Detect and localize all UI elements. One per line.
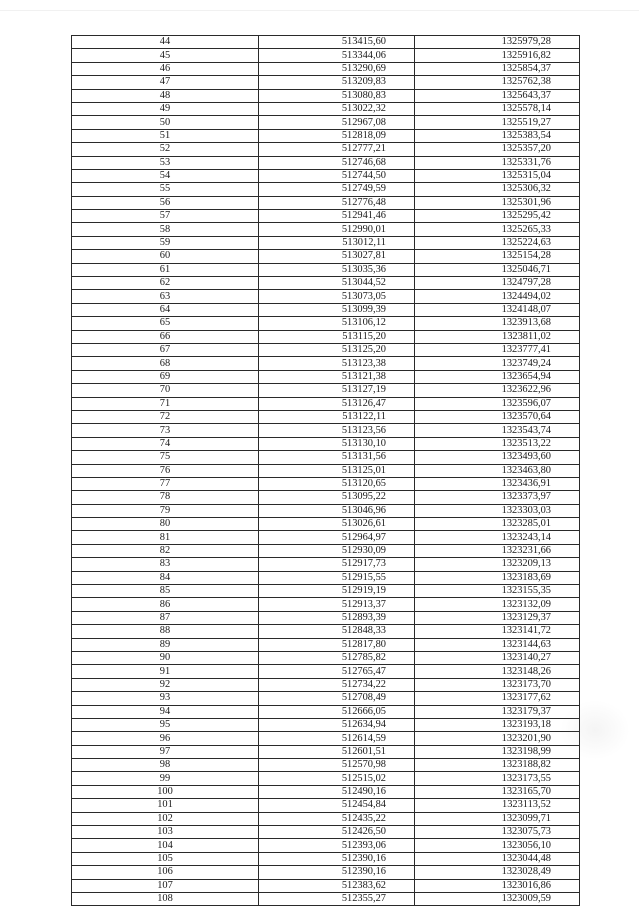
- point-number-cell: 97: [72, 745, 259, 758]
- table-row: [72, 183, 580, 196]
- table-row: [72, 745, 580, 758]
- x-coordinate-cell: 513290,69: [259, 62, 415, 75]
- y-coordinate-cell: 1325357,20: [415, 143, 580, 156]
- y-coordinate-cell: 1325306,32: [415, 183, 580, 196]
- point-number-cell: 93: [72, 692, 259, 705]
- table-row: [72, 665, 580, 678]
- table-row: [72, 410, 580, 423]
- coordinates-table: [71, 35, 580, 906]
- point-number-cell: 100: [72, 785, 259, 798]
- x-coordinate-cell: 513125,20: [259, 343, 415, 356]
- x-coordinate-cell: 513120,65: [259, 477, 415, 490]
- point-number-cell: 69: [72, 370, 259, 383]
- x-coordinate-cell: 513130,10: [259, 437, 415, 450]
- point-number-cell: 107: [72, 879, 259, 892]
- table-row: [72, 129, 580, 142]
- x-coordinate-cell: 513027,81: [259, 250, 415, 263]
- x-coordinate-cell: 513035,36: [259, 263, 415, 276]
- point-number-cell: 74: [72, 437, 259, 450]
- point-number-cell: 57: [72, 210, 259, 223]
- y-coordinate-cell: 1325265,33: [415, 223, 580, 236]
- x-coordinate-cell: 512776,48: [259, 196, 415, 209]
- x-coordinate-cell: 512990,01: [259, 223, 415, 236]
- table-row: [72, 303, 580, 316]
- y-coordinate-cell: 1325046,71: [415, 263, 580, 276]
- table-row: [72, 116, 580, 129]
- point-number-cell: 64: [72, 303, 259, 316]
- y-coordinate-cell: 1323141,72: [415, 625, 580, 638]
- x-coordinate-cell: 512893,39: [259, 611, 415, 624]
- table-row: [72, 705, 580, 718]
- x-coordinate-cell: 513415,60: [259, 36, 415, 49]
- y-coordinate-cell: 1325762,38: [415, 76, 580, 89]
- point-number-cell: 95: [72, 718, 259, 731]
- table-row: [72, 826, 580, 839]
- faint-stamp-mark: [560, 700, 630, 760]
- table-row: [72, 236, 580, 249]
- point-number-cell: 83: [72, 558, 259, 571]
- y-coordinate-cell: 1325854,37: [415, 62, 580, 75]
- x-coordinate-cell: 512393,06: [259, 839, 415, 852]
- x-coordinate-cell: 512383,62: [259, 879, 415, 892]
- table-row: [72, 451, 580, 464]
- x-coordinate-cell: 513046,96: [259, 504, 415, 517]
- y-coordinate-cell: 1323188,82: [415, 759, 580, 772]
- x-coordinate-cell: 512915,55: [259, 571, 415, 584]
- y-coordinate-cell: 1323811,02: [415, 330, 580, 343]
- y-coordinate-cell: 1323129,37: [415, 611, 580, 624]
- point-number-cell: 108: [72, 893, 259, 906]
- x-coordinate-cell: 513022,32: [259, 102, 415, 115]
- table-row: [72, 678, 580, 691]
- y-coordinate-cell: 1323173,55: [415, 772, 580, 785]
- x-coordinate-cell: 513099,39: [259, 303, 415, 316]
- x-coordinate-cell: 512355,27: [259, 893, 415, 906]
- point-number-cell: 72: [72, 410, 259, 423]
- y-coordinate-cell: 1323009,59: [415, 893, 580, 906]
- table-row: [72, 504, 580, 517]
- x-coordinate-cell: 512666,05: [259, 705, 415, 718]
- table-row: [72, 638, 580, 651]
- table-row: [72, 477, 580, 490]
- y-coordinate-cell: 1325643,37: [415, 89, 580, 102]
- point-number-cell: 63: [72, 290, 259, 303]
- point-number-cell: 87: [72, 611, 259, 624]
- table-row: [72, 223, 580, 236]
- table-row: [72, 370, 580, 383]
- point-number-cell: 59: [72, 236, 259, 249]
- point-number-cell: 67: [72, 343, 259, 356]
- point-number-cell: 85: [72, 585, 259, 598]
- point-number-cell: 86: [72, 598, 259, 611]
- x-coordinate-cell: 513123,38: [259, 357, 415, 370]
- x-coordinate-cell: 512454,84: [259, 799, 415, 812]
- y-coordinate-cell: 1323177,62: [415, 692, 580, 705]
- table-row: [72, 759, 580, 772]
- table-row: [72, 424, 580, 437]
- y-coordinate-cell: 1323231,66: [415, 544, 580, 557]
- x-coordinate-cell: 513115,20: [259, 330, 415, 343]
- y-coordinate-cell: 1323144,63: [415, 638, 580, 651]
- y-coordinate-cell: 1323463,80: [415, 464, 580, 477]
- coordinates-table-body: [72, 36, 580, 906]
- table-row: [72, 169, 580, 182]
- y-coordinate-cell: 1323099,71: [415, 812, 580, 825]
- y-coordinate-cell: 1323113,52: [415, 799, 580, 812]
- table-row: [72, 464, 580, 477]
- table-row: [72, 330, 580, 343]
- point-number-cell: 79: [72, 504, 259, 517]
- x-coordinate-cell: 513131,56: [259, 451, 415, 464]
- y-coordinate-cell: 1325315,04: [415, 169, 580, 182]
- point-number-cell: 99: [72, 772, 259, 785]
- y-coordinate-cell: 1323193,18: [415, 718, 580, 731]
- table-row: [72, 812, 580, 825]
- y-coordinate-cell: 1324797,28: [415, 277, 580, 290]
- y-coordinate-cell: 1323173,70: [415, 678, 580, 691]
- x-coordinate-cell: 512777,21: [259, 143, 415, 156]
- point-number-cell: 49: [72, 102, 259, 115]
- x-coordinate-cell: 512941,46: [259, 210, 415, 223]
- point-number-cell: 55: [72, 183, 259, 196]
- point-number-cell: 60: [72, 250, 259, 263]
- x-coordinate-cell: 512426,50: [259, 826, 415, 839]
- y-coordinate-cell: 1323179,37: [415, 705, 580, 718]
- point-number-cell: 62: [72, 277, 259, 290]
- table-row: [72, 210, 580, 223]
- y-coordinate-cell: 1325578,14: [415, 102, 580, 115]
- table-row: [72, 250, 580, 263]
- x-coordinate-cell: 512515,02: [259, 772, 415, 785]
- table-row: [72, 343, 580, 356]
- table-row: [72, 290, 580, 303]
- x-coordinate-cell: 512848,33: [259, 625, 415, 638]
- table-row: [72, 196, 580, 209]
- point-number-cell: 50: [72, 116, 259, 129]
- table-row: [72, 772, 580, 785]
- point-number-cell: 47: [72, 76, 259, 89]
- y-coordinate-cell: 1323016,86: [415, 879, 580, 892]
- x-coordinate-cell: 512817,80: [259, 638, 415, 651]
- table-row: [72, 852, 580, 865]
- x-coordinate-cell: 513044,52: [259, 277, 415, 290]
- point-number-cell: 96: [72, 732, 259, 745]
- x-coordinate-cell: 512634,94: [259, 718, 415, 731]
- point-number-cell: 77: [72, 477, 259, 490]
- point-number-cell: 92: [72, 678, 259, 691]
- table-row: [72, 531, 580, 544]
- x-coordinate-cell: 513123,56: [259, 424, 415, 437]
- point-number-cell: 58: [72, 223, 259, 236]
- table-row: [72, 879, 580, 892]
- table-row: [72, 558, 580, 571]
- point-number-cell: 45: [72, 49, 259, 62]
- table-row: [72, 397, 580, 410]
- table-row: [72, 544, 580, 557]
- x-coordinate-cell: 512746,68: [259, 156, 415, 169]
- point-number-cell: 54: [72, 169, 259, 182]
- table-row: [72, 866, 580, 879]
- y-coordinate-cell: 1323543,74: [415, 424, 580, 437]
- y-coordinate-cell: 1324494,02: [415, 290, 580, 303]
- x-coordinate-cell: 512734,22: [259, 678, 415, 691]
- x-coordinate-cell: 512917,73: [259, 558, 415, 571]
- y-coordinate-cell: 1323075,73: [415, 826, 580, 839]
- point-number-cell: 103: [72, 826, 259, 839]
- x-coordinate-cell: 513122,11: [259, 410, 415, 423]
- point-number-cell: 102: [72, 812, 259, 825]
- table-row: [72, 317, 580, 330]
- table-row: [72, 89, 580, 102]
- point-number-cell: 61: [72, 263, 259, 276]
- table-row: [72, 718, 580, 731]
- table-row: [72, 585, 580, 598]
- y-coordinate-cell: 1323132,09: [415, 598, 580, 611]
- x-coordinate-cell: 512570,98: [259, 759, 415, 772]
- x-coordinate-cell: 513344,06: [259, 49, 415, 62]
- table-row: [72, 651, 580, 664]
- x-coordinate-cell: 513026,61: [259, 518, 415, 531]
- table-row: [72, 518, 580, 531]
- scan-edge-line: [0, 10, 639, 11]
- x-coordinate-cell: 513127,19: [259, 384, 415, 397]
- x-coordinate-cell: 513073,05: [259, 290, 415, 303]
- x-coordinate-cell: 512967,08: [259, 116, 415, 129]
- x-coordinate-cell: 513125,01: [259, 464, 415, 477]
- y-coordinate-cell: 1325519,27: [415, 116, 580, 129]
- point-number-cell: 68: [72, 357, 259, 370]
- point-number-cell: 101: [72, 799, 259, 812]
- table-row: [72, 76, 580, 89]
- y-coordinate-cell: 1323436,91: [415, 477, 580, 490]
- y-coordinate-cell: 1323183,69: [415, 571, 580, 584]
- point-number-cell: 88: [72, 625, 259, 638]
- point-number-cell: 91: [72, 665, 259, 678]
- table-row: [72, 384, 580, 397]
- table-row: [72, 732, 580, 745]
- point-number-cell: 56: [72, 196, 259, 209]
- x-coordinate-cell: 512601,51: [259, 745, 415, 758]
- y-coordinate-cell: 1323155,35: [415, 585, 580, 598]
- point-number-cell: 90: [72, 651, 259, 664]
- table-row: [72, 49, 580, 62]
- x-coordinate-cell: 513121,38: [259, 370, 415, 383]
- y-coordinate-cell: 1323373,97: [415, 491, 580, 504]
- y-coordinate-cell: 1325301,96: [415, 196, 580, 209]
- table-row: [72, 36, 580, 49]
- x-coordinate-cell: 512964,97: [259, 531, 415, 544]
- x-coordinate-cell: 512390,16: [259, 852, 415, 865]
- table-row: [72, 785, 580, 798]
- x-coordinate-cell: 513209,83: [259, 76, 415, 89]
- y-coordinate-cell: 1323148,26: [415, 665, 580, 678]
- x-coordinate-cell: 512749,59: [259, 183, 415, 196]
- x-coordinate-cell: 512435,22: [259, 812, 415, 825]
- y-coordinate-cell: 1323303,03: [415, 504, 580, 517]
- y-coordinate-cell: 1323028,49: [415, 866, 580, 879]
- table-row: [72, 357, 580, 370]
- y-coordinate-cell: 1323165,70: [415, 785, 580, 798]
- point-number-cell: 106: [72, 866, 259, 879]
- y-coordinate-cell: 1325916,82: [415, 49, 580, 62]
- x-coordinate-cell: 512930,09: [259, 544, 415, 557]
- x-coordinate-cell: 512818,09: [259, 129, 415, 142]
- y-coordinate-cell: 1323622,96: [415, 384, 580, 397]
- table-row: [72, 799, 580, 812]
- point-number-cell: 65: [72, 317, 259, 330]
- point-number-cell: 84: [72, 571, 259, 584]
- x-coordinate-cell: 512765,47: [259, 665, 415, 678]
- y-coordinate-cell: 1323654,94: [415, 370, 580, 383]
- point-number-cell: 44: [72, 36, 259, 49]
- y-coordinate-cell: 1323596,07: [415, 397, 580, 410]
- point-number-cell: 81: [72, 531, 259, 544]
- x-coordinate-cell: 512744,50: [259, 169, 415, 182]
- x-coordinate-cell: 513126,47: [259, 397, 415, 410]
- table-row: [72, 277, 580, 290]
- point-number-cell: 82: [72, 544, 259, 557]
- table-row: [72, 437, 580, 450]
- table-row: [72, 893, 580, 906]
- table-row: [72, 571, 580, 584]
- point-number-cell: 76: [72, 464, 259, 477]
- point-number-cell: 71: [72, 397, 259, 410]
- table-row: [72, 143, 580, 156]
- y-coordinate-cell: 1325383,54: [415, 129, 580, 142]
- table-row: [72, 598, 580, 611]
- x-coordinate-cell: 513012,11: [259, 236, 415, 249]
- point-number-cell: 105: [72, 852, 259, 865]
- table-row: [72, 625, 580, 638]
- table-row: [72, 491, 580, 504]
- x-coordinate-cell: 512708,49: [259, 692, 415, 705]
- y-coordinate-cell: 1323243,14: [415, 531, 580, 544]
- y-coordinate-cell: 1325224,63: [415, 236, 580, 249]
- y-coordinate-cell: 1323044,48: [415, 852, 580, 865]
- point-number-cell: 48: [72, 89, 259, 102]
- y-coordinate-cell: 1325154,28: [415, 250, 580, 263]
- table-row: [72, 263, 580, 276]
- y-coordinate-cell: 1323056,10: [415, 839, 580, 852]
- table-row: [72, 611, 580, 624]
- x-coordinate-cell: 512490,16: [259, 785, 415, 798]
- x-coordinate-cell: 512913,37: [259, 598, 415, 611]
- point-number-cell: 89: [72, 638, 259, 651]
- point-number-cell: 53: [72, 156, 259, 169]
- y-coordinate-cell: 1325979,28: [415, 36, 580, 49]
- x-coordinate-cell: 513106,12: [259, 317, 415, 330]
- y-coordinate-cell: 1323209,13: [415, 558, 580, 571]
- table-row: [72, 839, 580, 852]
- y-coordinate-cell: 1323513,22: [415, 437, 580, 450]
- point-number-cell: 66: [72, 330, 259, 343]
- x-coordinate-cell: 512614,59: [259, 732, 415, 745]
- y-coordinate-cell: 1323777,41: [415, 343, 580, 356]
- y-coordinate-cell: 1324148,07: [415, 303, 580, 316]
- x-coordinate-cell: 512919,19: [259, 585, 415, 598]
- table-row: [72, 102, 580, 115]
- y-coordinate-cell: 1323913,68: [415, 317, 580, 330]
- point-number-cell: 51: [72, 129, 259, 142]
- y-coordinate-cell: 1323201,90: [415, 732, 580, 745]
- point-number-cell: 73: [72, 424, 259, 437]
- y-coordinate-cell: 1323493,60: [415, 451, 580, 464]
- point-number-cell: 46: [72, 62, 259, 75]
- point-number-cell: 104: [72, 839, 259, 852]
- point-number-cell: 98: [72, 759, 259, 772]
- x-coordinate-cell: 513080,83: [259, 89, 415, 102]
- x-coordinate-cell: 513095,22: [259, 491, 415, 504]
- point-number-cell: 70: [72, 384, 259, 397]
- y-coordinate-cell: 1323570,64: [415, 410, 580, 423]
- point-number-cell: 52: [72, 143, 259, 156]
- y-coordinate-cell: 1323140,27: [415, 651, 580, 664]
- y-coordinate-cell: 1325331,76: [415, 156, 580, 169]
- y-coordinate-cell: 1323749,24: [415, 357, 580, 370]
- point-number-cell: 94: [72, 705, 259, 718]
- point-number-cell: 80: [72, 518, 259, 531]
- y-coordinate-cell: 1323285,01: [415, 518, 580, 531]
- point-number-cell: 78: [72, 491, 259, 504]
- y-coordinate-cell: 1323198,99: [415, 745, 580, 758]
- table-row: [72, 62, 580, 75]
- table-row: [72, 156, 580, 169]
- y-coordinate-cell: 1325295,42: [415, 210, 580, 223]
- x-coordinate-cell: 512785,82: [259, 651, 415, 664]
- point-number-cell: 75: [72, 451, 259, 464]
- x-coordinate-cell: 512390,16: [259, 866, 415, 879]
- table-row: [72, 692, 580, 705]
